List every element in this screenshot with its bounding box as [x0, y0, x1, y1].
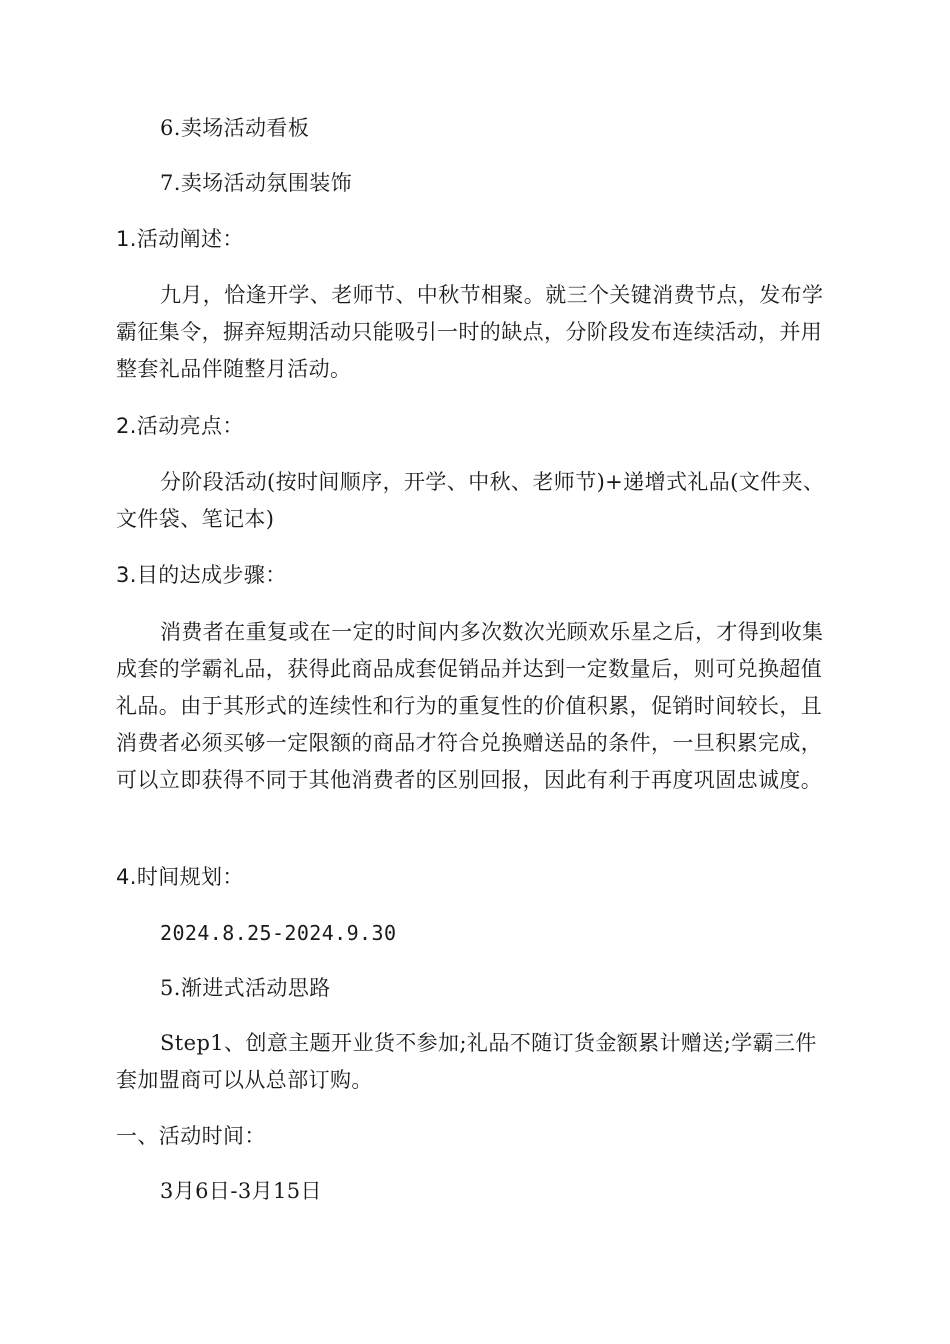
list-item-5: 5.渐进式活动思路 [160, 976, 331, 1000]
activity-time-range: 3月6日-3月15日 [160, 1179, 322, 1203]
section-1-paragraph: 九月，恰逢开学、老师节、中秋节相聚。就三个关键消费节点，发布学霸征集令，摒弃短期活动只能吸引一时的缺点，分阶段发布连续活动，并用整套礼品伴随整月活动。 [116, 283, 824, 381]
section-3-paragraph: 消费者在重复或在一定的时间内多次数次光顾欢乐星之后，才得到收集成套的学霸礼品，获得此商品成套促销品并达到一定数量后，则可兑换超值礼品。由于其形式的连续性和行为的重复性的价值积累，促销时间较长，且消费者必须买够一定限额的商品才符合兑换赠送品的条件，一旦积累完成，可以立即获得不同于其他消费者的区别回报，因此有利于再度巩固忠诚度。 [116, 620, 824, 792]
section-1-heading: 1.活动阐述： [116, 227, 244, 251]
section-4-heading: 4.时间规划： [116, 865, 244, 889]
section-2-heading: 2.活动亮点： [116, 414, 244, 438]
list-item-6: 6.卖场活动看板 [160, 116, 310, 140]
activity-time-heading: 一、活动时间： [116, 1124, 266, 1148]
step1-paragraph: Step1、创意主题开业货不参加;礼品不随订货金额累计赠送;学霸三件套加盟商可以从总部订购。 [116, 1031, 817, 1092]
section-4-date-range: 2024.8.25-2024.9.30 [160, 921, 397, 945]
section-2-paragraph: 分阶段活动(按时间顺序，开学、中秋、老师节)+递增式礼品(文件夹、文件袋、笔记本) [116, 470, 825, 531]
section-3-heading: 3.目的达成步骤： [116, 563, 287, 587]
list-item-7: 7.卖场活动氛围装饰 [160, 171, 353, 195]
